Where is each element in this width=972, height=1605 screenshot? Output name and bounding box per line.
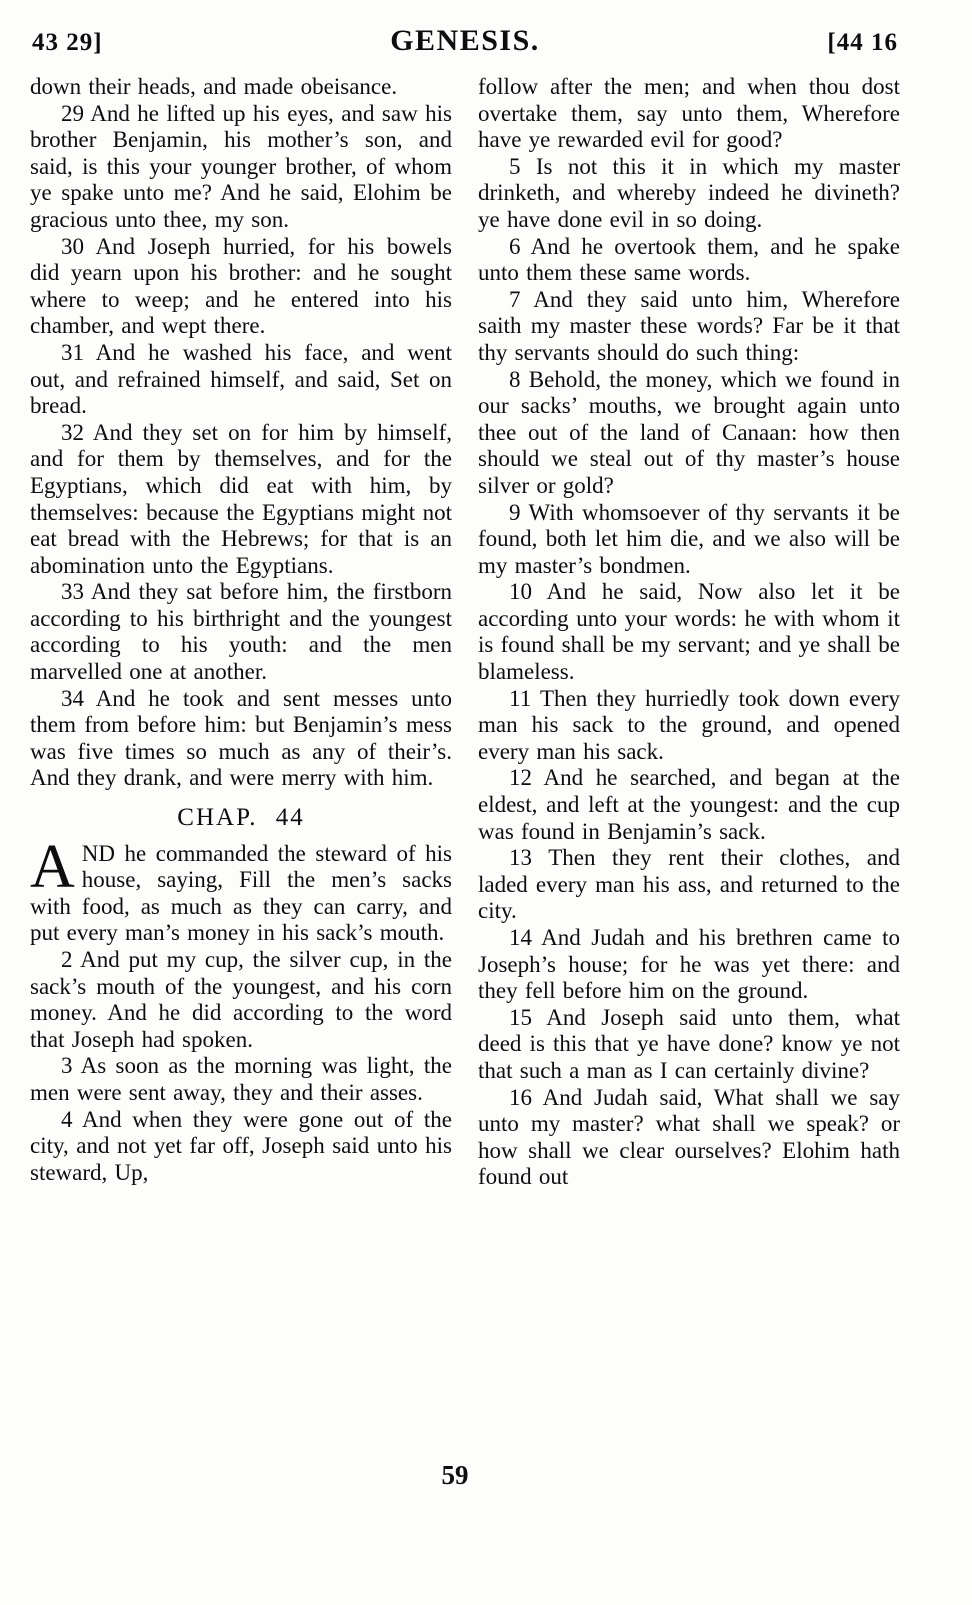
verse-44-10: 10 And he said, Now also let it be according unto your words: he with whom it is found shall be my servant; and ye shall be blameless. xyxy=(478,579,900,685)
verse-44-16: 16 And Judah said, What shall we say unto my master? what shall we speak? or how shall we clear ourselves? Elohim hath found out xyxy=(478,1084,900,1190)
running-head xyxy=(30,24,900,58)
two-column-body xyxy=(30,74,900,1191)
page-number: 59 xyxy=(441,1460,469,1490)
verse-44-5: 5 Is not this it in which my master drinketh, and whereby indeed he divineth? ye have done evil in so doing. xyxy=(478,153,900,232)
verse-44-9: 9 With whomsoever of thy servants it be found, both let him die, and we also will be my master’s bondmen. xyxy=(478,499,900,578)
verse-44-12: 12 And he searched, and began at the eldest, and left at the youngest: and the cup was found in Benjamin’s sack. xyxy=(478,765,900,844)
text-block xyxy=(30,24,900,1191)
verse-44-6: 6 And he overtook them, and he spake unto them these same words. xyxy=(478,233,900,286)
verse-44-14: 14 And Judah and his brethren came to Joseph’s house; for he was yet there: and they fell before him on the ground. xyxy=(478,925,900,1004)
verse-43-30: 30 And Joseph hurried, for his bowels did yearn upon his brother: and he sought where to weep; and he entered into his chamber, and wept there. xyxy=(30,233,452,339)
verse-43-32: 32 And they set on for him by himself, and for them by themselves, and for the Egyptians, which did eat with him, by themselves: because the Egyptians might not eat bread with the Hebrews; for that is an abomination unto the Egyptians. xyxy=(30,419,452,578)
verse-44-1 xyxy=(30,832,452,947)
verse-44-7: 7 And they said unto him, Wherefore saith my master these words? Far be it that thy servants should do such thing: xyxy=(478,286,900,365)
verse-44-13: 13 Then they rent their clothes, and laded every man his ass, and returned to the city. xyxy=(478,845,900,924)
verse-44-11: 11 Then they hurriedly took down every man his sack to the ground, and opened every man his sack. xyxy=(478,685,900,764)
verse-44-15: 15 And Joseph said unto them, what deed is this that ye have done? know ye not that such a man as I can certainly divine? xyxy=(478,1004,900,1083)
chapter-44-heading: CHAP. 44 xyxy=(177,804,305,832)
right-column xyxy=(478,74,900,1191)
verse-44-8: 8 Behold, the money, which we found in our sacks’ mouths, we brought again unto thee out of the land of Canaan: how then should we steal out of thy master’s house silver or gold? xyxy=(478,366,900,498)
verse-44-4: 4 And when they were gone out of the city, and not yet far off, Joseph said unto his steward, Up, xyxy=(30,1106,452,1185)
verse-44-2: 2 And put my cup, the silver cup, in the sack’s mouth of the youngest, and his corn money. And he did according to the word that Joseph had spoken. xyxy=(30,947,452,1052)
verse-43-29: 29 And he lifted up his eyes, and saw his brother Benjamin, his mother’s son, and said, is this your younger brother, of whom ye spake unto me? And he said, Elohim be gracious unto thee, my son. xyxy=(30,100,452,232)
verse-44-3: 3 As soon as the morning was light, the men were sent away, they and their asses. xyxy=(30,1053,452,1105)
drop-cap-initial: A xyxy=(30,832,75,901)
verse-43-28-continuation: down their heads, and made obeisance. xyxy=(30,74,398,99)
left-column xyxy=(30,74,452,1191)
verse-43-33: 33 And they sat before him, the firstborn according to his birthright and the youngest according to his youth: and the men marvelled one at another. xyxy=(30,579,452,685)
verse-44-1-text: ND he commanded the steward of his house, saying, Fill the men’s sacks with food, as much as they can carry, and put every man’s money in his sack’s mouth. xyxy=(30,840,452,946)
verse-43-31: 31 And he washed his face, and went out, and refrained himself, and said, Set on bread. xyxy=(30,339,452,419)
running-head-right-reference: [44 16 xyxy=(827,29,898,56)
book-title: GENESIS. xyxy=(390,24,540,57)
verse-44-4-continuation: follow after the men; and when thou dost overtake them, say unto them, Wherefore have ye rewarded evil for good? xyxy=(478,74,900,153)
verse-43-34: 34 And he took and sent messes unto them from before him: but Benjamin’s mess was five times so much as any of their’s. And they drank, and were merry with him. xyxy=(30,685,452,791)
running-head-left-reference: 43 29] xyxy=(32,29,103,56)
